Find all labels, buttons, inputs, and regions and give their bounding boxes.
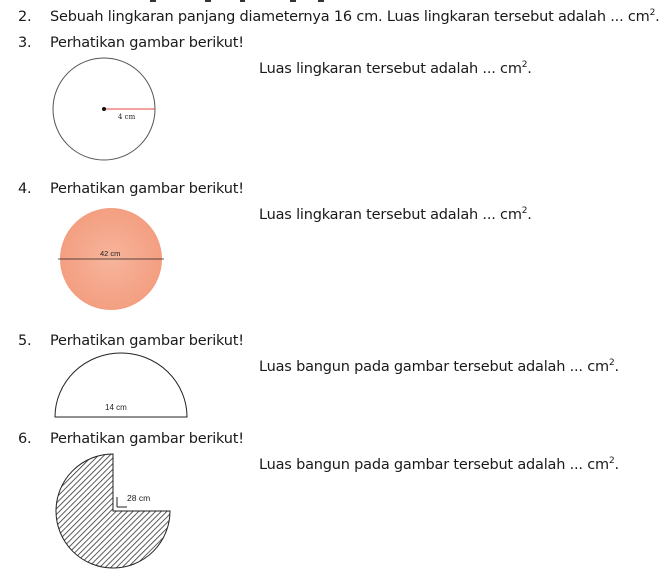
superscript: 2 bbox=[608, 456, 615, 467]
question-number: 5. bbox=[18, 333, 32, 349]
answer-text: Luas bangun pada gambar tersebut adalah ... cm bbox=[259, 457, 609, 473]
answer-end: . bbox=[527, 207, 532, 223]
answer-end: . bbox=[614, 457, 619, 473]
diameter-label: 42 cm bbox=[100, 249, 121, 258]
superscript: 2 bbox=[521, 60, 528, 71]
question-text: Perhatikan gambar berikut! bbox=[50, 181, 244, 197]
question-4 bbox=[18, 181, 244, 197]
superscript: 2 bbox=[608, 358, 615, 369]
question-text: Perhatikan gambar berikut! bbox=[50, 35, 244, 51]
figure-semicircle bbox=[52, 352, 192, 422]
question-end: . bbox=[655, 9, 660, 25]
question-2 bbox=[18, 9, 660, 25]
figure-circle-radius bbox=[50, 57, 160, 167]
question-5 bbox=[18, 333, 244, 349]
question-number: 4. bbox=[18, 181, 32, 197]
question-number: 6. bbox=[18, 431, 32, 447]
answer-4 bbox=[259, 207, 532, 223]
question-text: Perhatikan gambar berikut! bbox=[50, 333, 244, 349]
question-6 bbox=[18, 431, 244, 447]
question-3 bbox=[18, 35, 244, 51]
answer-text: Luas lingkaran tersebut adalah ... cm bbox=[259, 61, 522, 77]
answer-5 bbox=[259, 359, 619, 375]
answer-3 bbox=[259, 61, 532, 77]
radius-label: 4 cm bbox=[118, 113, 136, 121]
cut-off-previous-line bbox=[0, 0, 665, 5]
answer-end: . bbox=[614, 359, 619, 375]
answer-text: Luas lingkaran tersebut adalah ... cm bbox=[259, 207, 522, 223]
answer-text: Luas bangun pada gambar tersebut adalah ... cm bbox=[259, 359, 609, 375]
answer-6 bbox=[259, 457, 619, 473]
figure-three-quarter-circle bbox=[55, 453, 180, 578]
superscript: 2 bbox=[521, 206, 528, 217]
diameter-label: 14 cm bbox=[105, 403, 127, 412]
superscript: 2 bbox=[649, 8, 656, 19]
question-text: Sebuah lingkaran panjang diameternya 16 cm. Luas lingkaran tersebut adalah ... cm bbox=[50, 9, 650, 25]
question-number: 2. bbox=[18, 9, 32, 25]
hatched-shape bbox=[56, 454, 170, 568]
question-text: Perhatikan gambar berikut! bbox=[50, 431, 244, 447]
radius-label: 28 cm bbox=[127, 493, 151, 503]
figure-circle-diameter bbox=[58, 207, 168, 313]
question-number: 3. bbox=[18, 35, 32, 51]
cut-off-text-marks bbox=[0, 0, 665, 5]
answer-end: . bbox=[527, 61, 532, 77]
center-dot bbox=[102, 107, 106, 111]
